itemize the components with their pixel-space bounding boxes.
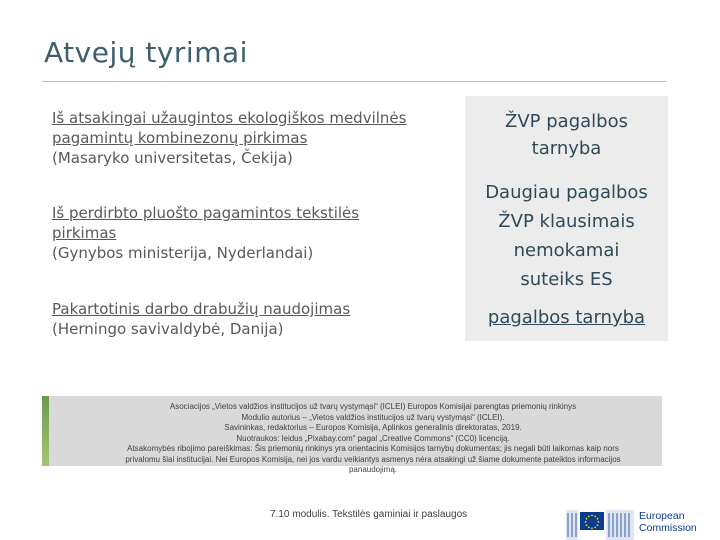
case-study-organisation: (Gynybos ministerija, Nyderlandai)	[52, 244, 314, 262]
helpdesk-description-line: Daugiau pagalbos	[485, 182, 648, 203]
commission-building-icon	[606, 510, 634, 540]
helpdesk-description	[465, 178, 668, 294]
logo-wordmark-line: European	[639, 510, 685, 522]
disclaimer-line: Atsakomybės ribojimo pareiškimas: Šis priemonių rinkinys yra orientacinis Komisijos tarnybų dokumentas; jis negali būti laikomas kaip nors	[127, 444, 619, 453]
case-study-link[interactable]: pirkimas	[52, 224, 117, 242]
slide-title: Atvejų tyrimai	[44, 36, 248, 69]
disclaimer-line: panaudojimą.	[348, 465, 398, 474]
case-study-link[interactable]: Iš atsakingai užaugintos ekologiškos medvilnės	[52, 109, 407, 127]
case-study-item	[52, 108, 406, 168]
case-study-organisation: (Herningo savivaldybė, Danija)	[52, 320, 284, 338]
logo-wordmark-line: Commission	[639, 522, 697, 534]
disclaimer-line: Modulio autorius – „Vietos valdžios institucijos už tvarų vystymąsi“ (ICLEI).	[241, 412, 505, 422]
disclaimer-line: Savininkas, redaktorius – Europos Komisija, Aplinkos generalinis direktoratas, 2019.	[224, 423, 522, 432]
commission-building-icon	[566, 510, 578, 540]
case-study-link[interactable]: pagamintų kombinezonų pirkimas	[52, 129, 308, 147]
disclaimer-accent-stripe	[42, 396, 49, 466]
helpdesk-title	[465, 108, 668, 162]
helpdesk-title-line: tarnyba	[531, 138, 602, 159]
title-divider	[42, 81, 666, 82]
helpdesk-panel	[465, 96, 668, 341]
helpdesk-description-line: nemokamai	[513, 240, 620, 261]
disclaimer-line: Asociacijos „Vietos valdžios institucijos už tvarų vystymąsi“ (ICLEI) Europos Komisijai parengtas priemonių rinkinys	[169, 402, 577, 411]
helpdesk-description-line: ŽVP klausimais	[498, 211, 635, 232]
disclaimer-line: Nuotraukos: leidus „Pixabay.com“ pagal „Creative Commons“ (CC0) licenciją.	[236, 433, 510, 443]
case-study-organisation: (Masaryko universitetas, Čekija)	[52, 149, 293, 167]
disclaimer-text	[82, 402, 664, 476]
disclaimer-line: privalomu šiai institucijai. Nei Europos Komisija, nei jos vardu veikiantys asmenys nėra atsakingi už šiame dokumente pateiktos informacijos	[125, 454, 621, 464]
logo-wordmark	[639, 510, 697, 534]
footer-module-label: 7.10 modulis. Tekstilės gaminiai ir paslaugos	[270, 509, 468, 520]
helpdesk-link[interactable]: pagalbos tarnyba	[487, 307, 646, 328]
case-study-item	[52, 203, 359, 263]
case-study-link[interactable]: Iš perdirbto pluošto pagamintos tekstilės	[52, 204, 360, 222]
case-study-link[interactable]: Pakartotinis darbo drabužių naudojimas	[52, 300, 351, 318]
case-study-item	[52, 299, 350, 339]
helpdesk-title-line: ŽVP pagalbos	[505, 111, 628, 132]
helpdesk-description-line: suteiks ES	[520, 269, 613, 290]
